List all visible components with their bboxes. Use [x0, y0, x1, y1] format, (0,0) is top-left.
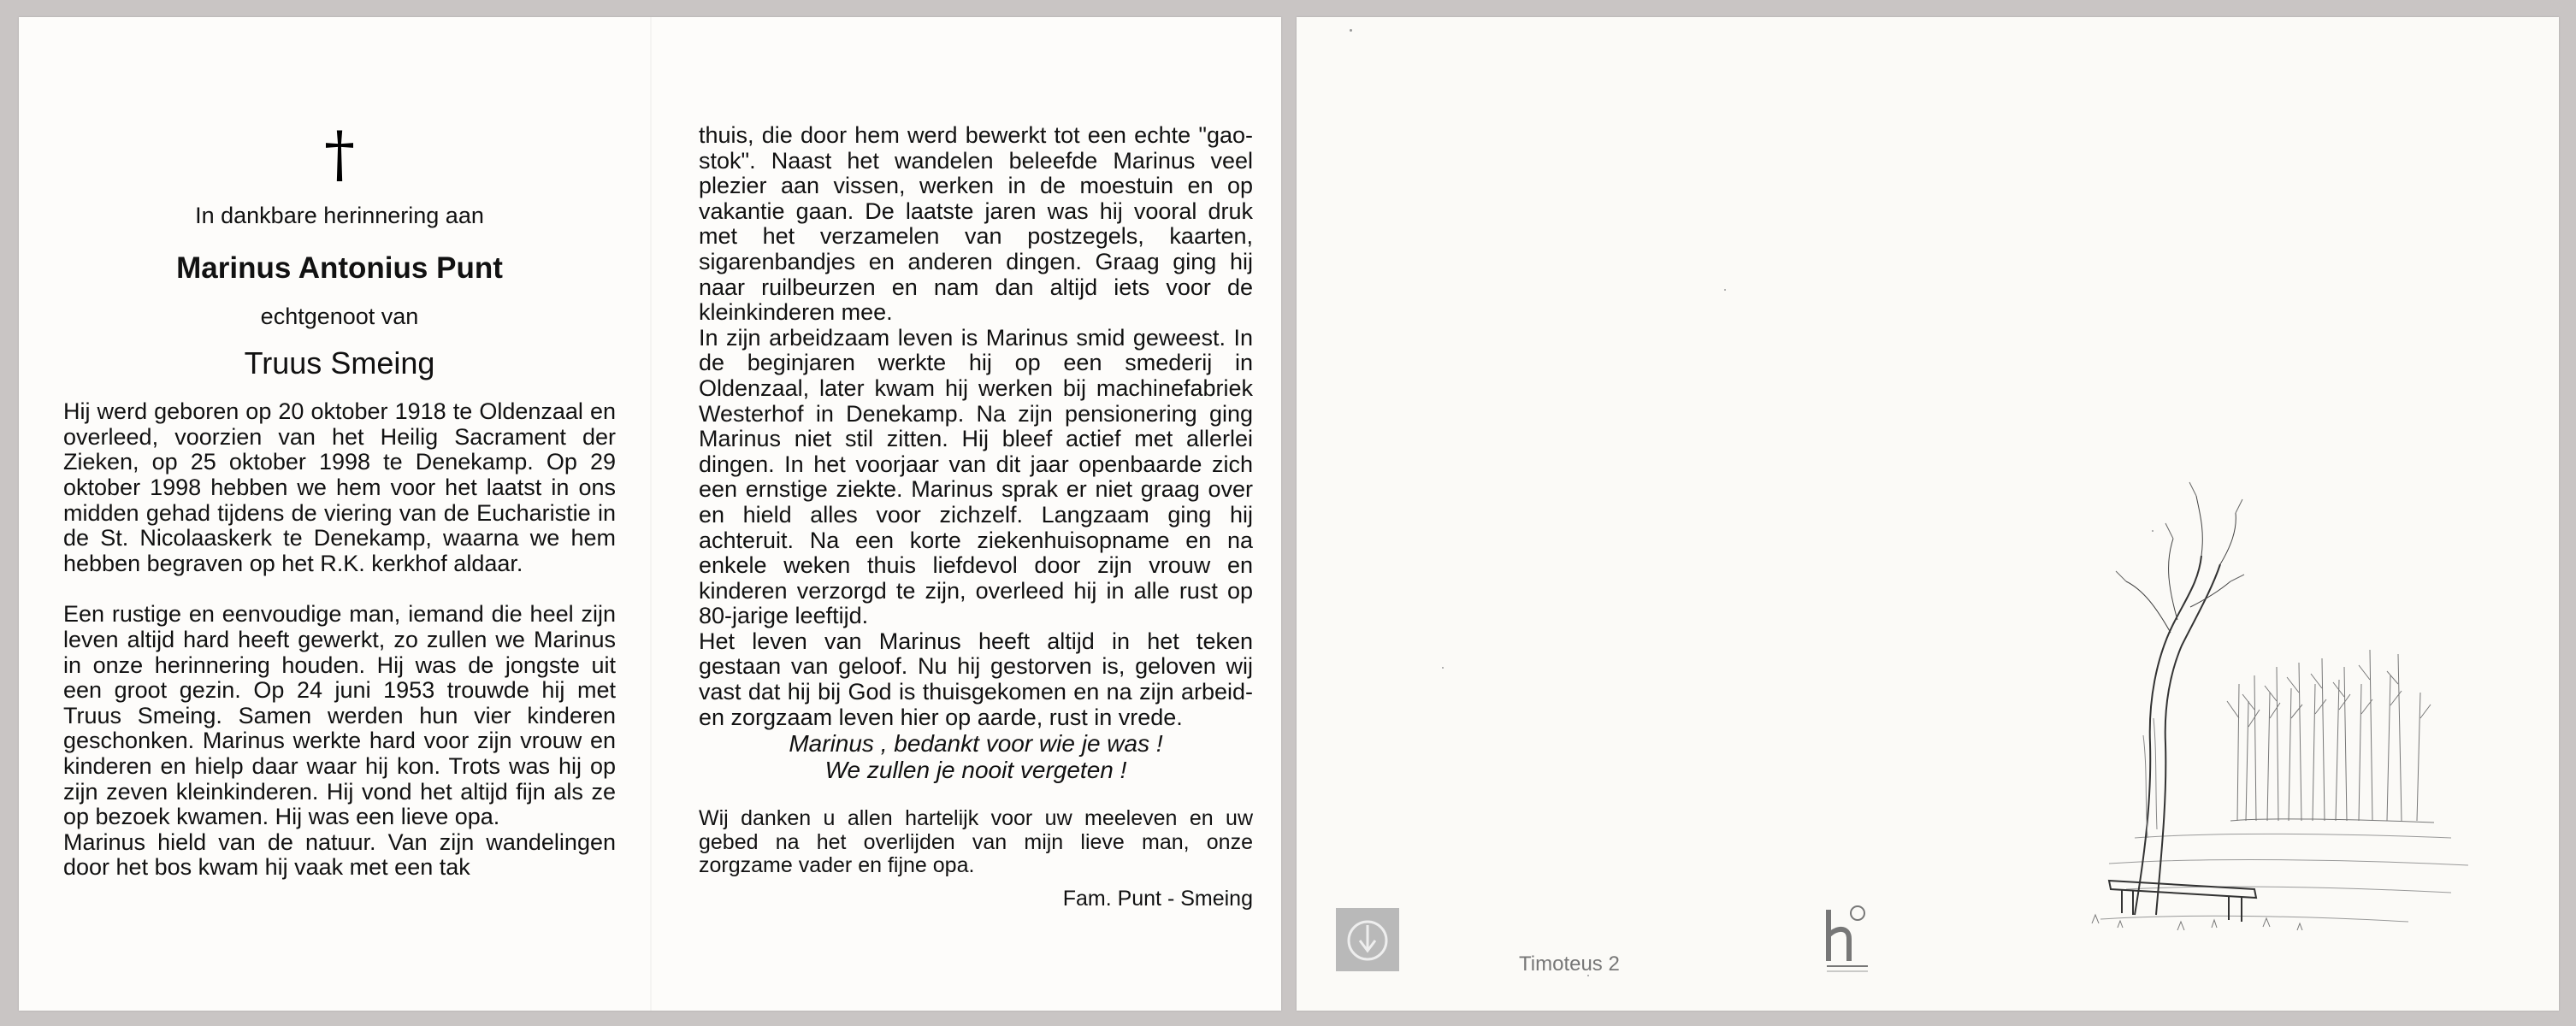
huysman-logo-icon — [1820, 901, 1875, 978]
biography-paragraph: In zijn arbeidzaam leven is Marinus smid geweest. In de beginjaren werkte hij op een smederij in Oldenzaal, later kwam hij werken bij machinefabriek Westerhof in Denekamp. Na zijn pensionering ging Marinus niet stil zitten. Hij bleef actief met allerlei dingen. In het voorjaar van dit jaar openbaarde zich een ernstige ziekte. Marinus sprak er niet graag over en hield alles voor zichzelf. Langzaam ging hij achteruit. Na een korte ziekenhuisopname en na enkele weken thuis liefdevol door zijn vrouw en kinderen verzorgd te zijn, overleed hij in alle rust op 80-jarige leeftijd. — [699, 324, 1253, 629]
biography-paragraph: Een rustige en eenvoudige man, iemand die heel zijn leven altijd hard heeft gewerkt, zo zullen we Marinus in onze herinnering houden. Hij was de jongste uit een groot gezin. Op 24 juni 1953 trouwde hij met Truus Smeing. Samen werden hun vier kinderen geschonken. Marinus werkte hard voor zijn vrouw en kinderen en hielp daar waar hij kon. Trots was hij op zijn zeven kleinkinderen. Hij vond het altijd fijn als ze op bezoek kwamen. Hij was een lieve opa. — [63, 601, 616, 830]
spouse-name: Truus Smeing — [244, 345, 435, 381]
quote-line: We zullen je nooit vergeten ! — [824, 757, 1127, 784]
biography-paragraph: Marinus hield van de natuur. Van zijn wandelingen door het bos kwam hij vaak met een tak — [63, 828, 616, 881]
deceased-name: Marinus Antonius Punt — [176, 251, 503, 285]
cross-icon: † — [324, 118, 355, 190]
biography-paragraph: thuis, die door hem werd bewerkt tot een echte "gao-stok". Naast het wandelen beleefde Marinus veel plezier aan vissen, werken in de moestuin en op vakantie gaan. De laatste jaren was hij vooral druk met het verzamelen van postzegels, kaarten, sigarenbandjes en anderen dingen. Graag ging hij naar ruilbeurzen en nam dan altijd iets voor de kleinkinderen mee. — [699, 122, 1253, 326]
left-panel — [63, 120, 616, 881]
family-signature: Fam. Punt - Smeing — [1062, 886, 1253, 911]
spouse-of-label: echtgenoot van — [260, 303, 419, 329]
farewell-quote — [699, 730, 1253, 783]
memorial-card-back — [1297, 17, 2559, 1011]
intro-text: In dankbare herinnering aan — [195, 203, 484, 228]
printer-logo-icon — [1334, 906, 1401, 973]
biography-paragraph: Hij werd geboren op 20 oktober 1918 te Oldenzaal en overleed, voorzien van het Heilig Sacrament der Zieken, op 25 oktober 1998 te Denekamp. Op 29 oktober 1998 hebben we hem voor het laatst in ons midden gehad tijdens de viering van de Eucharistie in de St. Nicolaaskerk te Denekamp, waarna we hem hebben begraven op het R.K. kerkhof aldaar. — [63, 398, 616, 576]
quote-line: Marinus , bedankt voor wie je was ! — [789, 730, 1163, 758]
fold-line — [650, 17, 652, 1011]
memorial-card-inside — [19, 17, 1281, 1011]
biography-paragraph: Het leven van Marinus heeft altijd in het teken gestaan van geloof. Nu hij gestorven is, geloven wij vast dat hij bij God is thuisgekomen en na zijn arbeid- en zorgzaam leven hier op aarde, rust in vrede. — [699, 628, 1253, 730]
middle-panel — [699, 123, 1253, 911]
tree-bench-drawing — [2006, 462, 2520, 940]
thank-you-text: Wij danken u allen hartelijk voor uw meeleven en uw gebed na het overlijden van mijn lieve man, onze zorgzame vader en fijne opa. — [699, 806, 1253, 878]
caption-text: Timoteus 2 — [1519, 952, 1620, 976]
